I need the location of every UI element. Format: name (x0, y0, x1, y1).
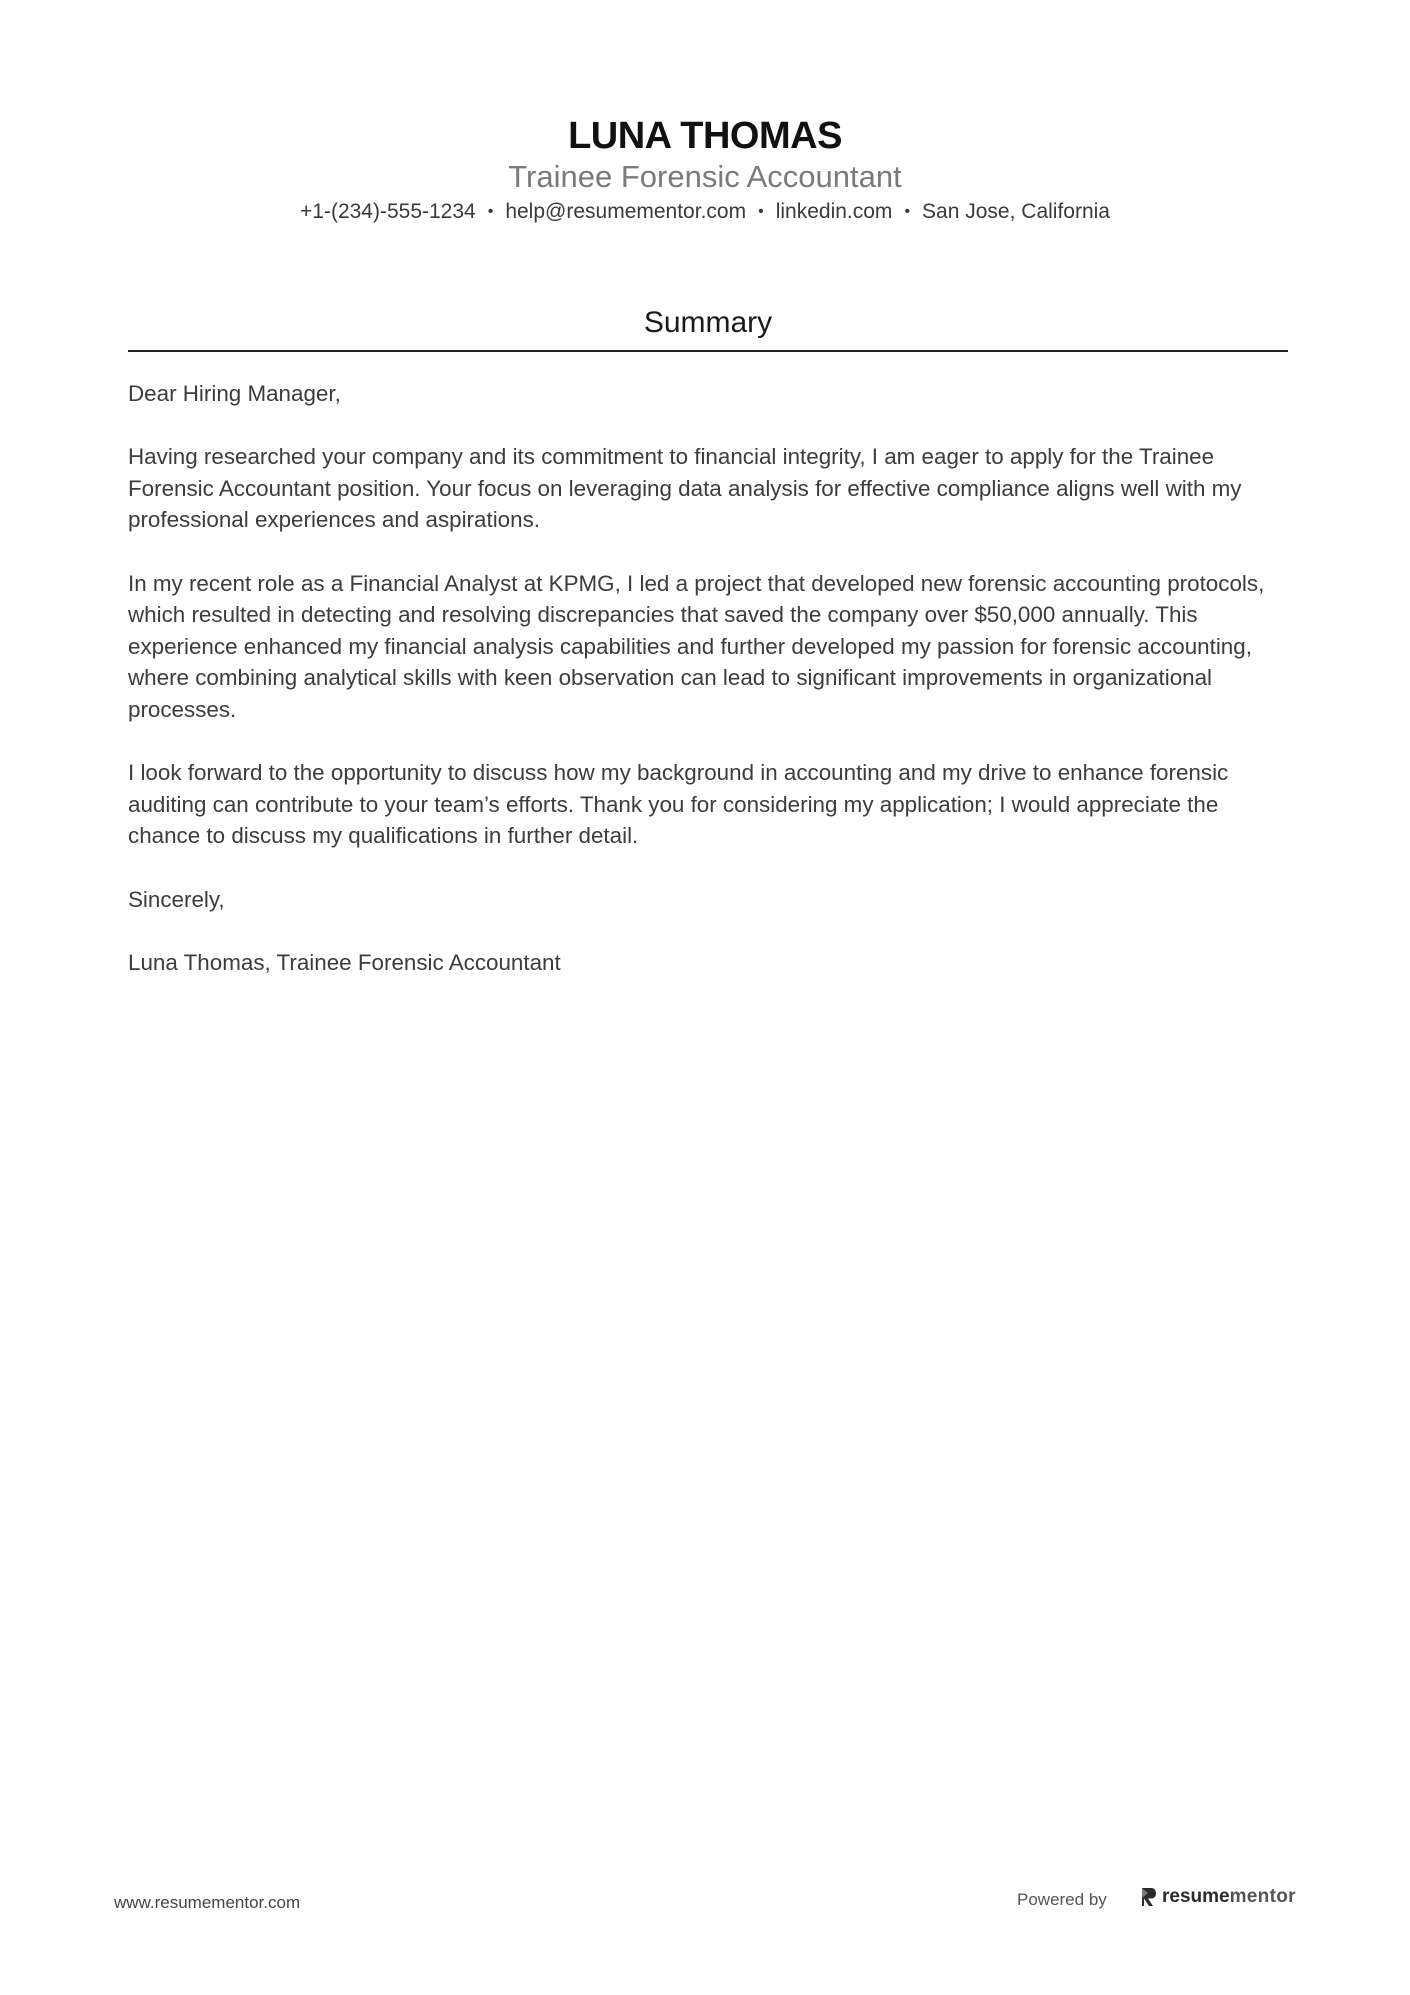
letter-paragraph: I look forward to the opportunity to discuss how my background in accounting and my drive to enhance forensic auditing can contribute to your team’s efforts. Thank you for considering my application; I would appreciate the chance to discuss my qualifications in further detail. (128, 760, 1229, 849)
letter-salutation: Dear Hiring Manager, (128, 381, 341, 406)
resumementor-logo-icon (1140, 1886, 1158, 1908)
resume-header (0, 112, 1410, 228)
separator-dot: • (904, 203, 911, 220)
powered-by-label: Powered by (1017, 1890, 1107, 1909)
brand-name-part2: mentor (1229, 1886, 1296, 1907)
letter-paragraph: In my recent role as a Financial Analyst at KPMG, I led a project that developed new forensic accounting protocols, which resulted in detecting and resolving discrepancies that saved the company over $50,000 annually. This experience enhanced my financial analysis capabilities and further developed my passion for forensic accounting, where combining analytical skills with keen observation can lead to significant improvements in organizational processes. (128, 570, 1265, 722)
contact-linkedin[interactable]: linkedin.com (775, 200, 893, 223)
candidate-role: Trainee Forensic Accountant (508, 159, 902, 194)
separator-dot: • (487, 203, 494, 220)
contact-location: San Jose, California (922, 200, 1110, 223)
letter-signature: Luna Thomas, Trainee Forensic Accountant (128, 949, 561, 975)
footer-website-link[interactable]: www.resumementor.com (114, 1893, 301, 1912)
separator-dot: • (758, 203, 764, 220)
brand-logo[interactable] (1140, 1886, 1296, 1908)
contact-email[interactable]: help@resumementor.com (505, 200, 747, 223)
letter-body (128, 378, 1293, 1010)
contact-phone: +1-(234)-555-1234 (300, 200, 476, 223)
candidate-name: LUNA THOMAS (568, 115, 842, 157)
section-divider (128, 350, 1288, 352)
brand-name-part1: resume (1162, 1886, 1230, 1907)
letter-closing: Sincerely, (128, 886, 225, 912)
section-title: Summary (643, 306, 773, 339)
contact-line (0, 198, 1410, 228)
letter-paragraph: Having researched your company and its commitment to financial integrity, I am eager to apply for the Trainee Forensic Accountant position. Your focus on leveraging data analysis for effective compliance aligns well with my professional experiences and aspirations. (128, 444, 1242, 533)
